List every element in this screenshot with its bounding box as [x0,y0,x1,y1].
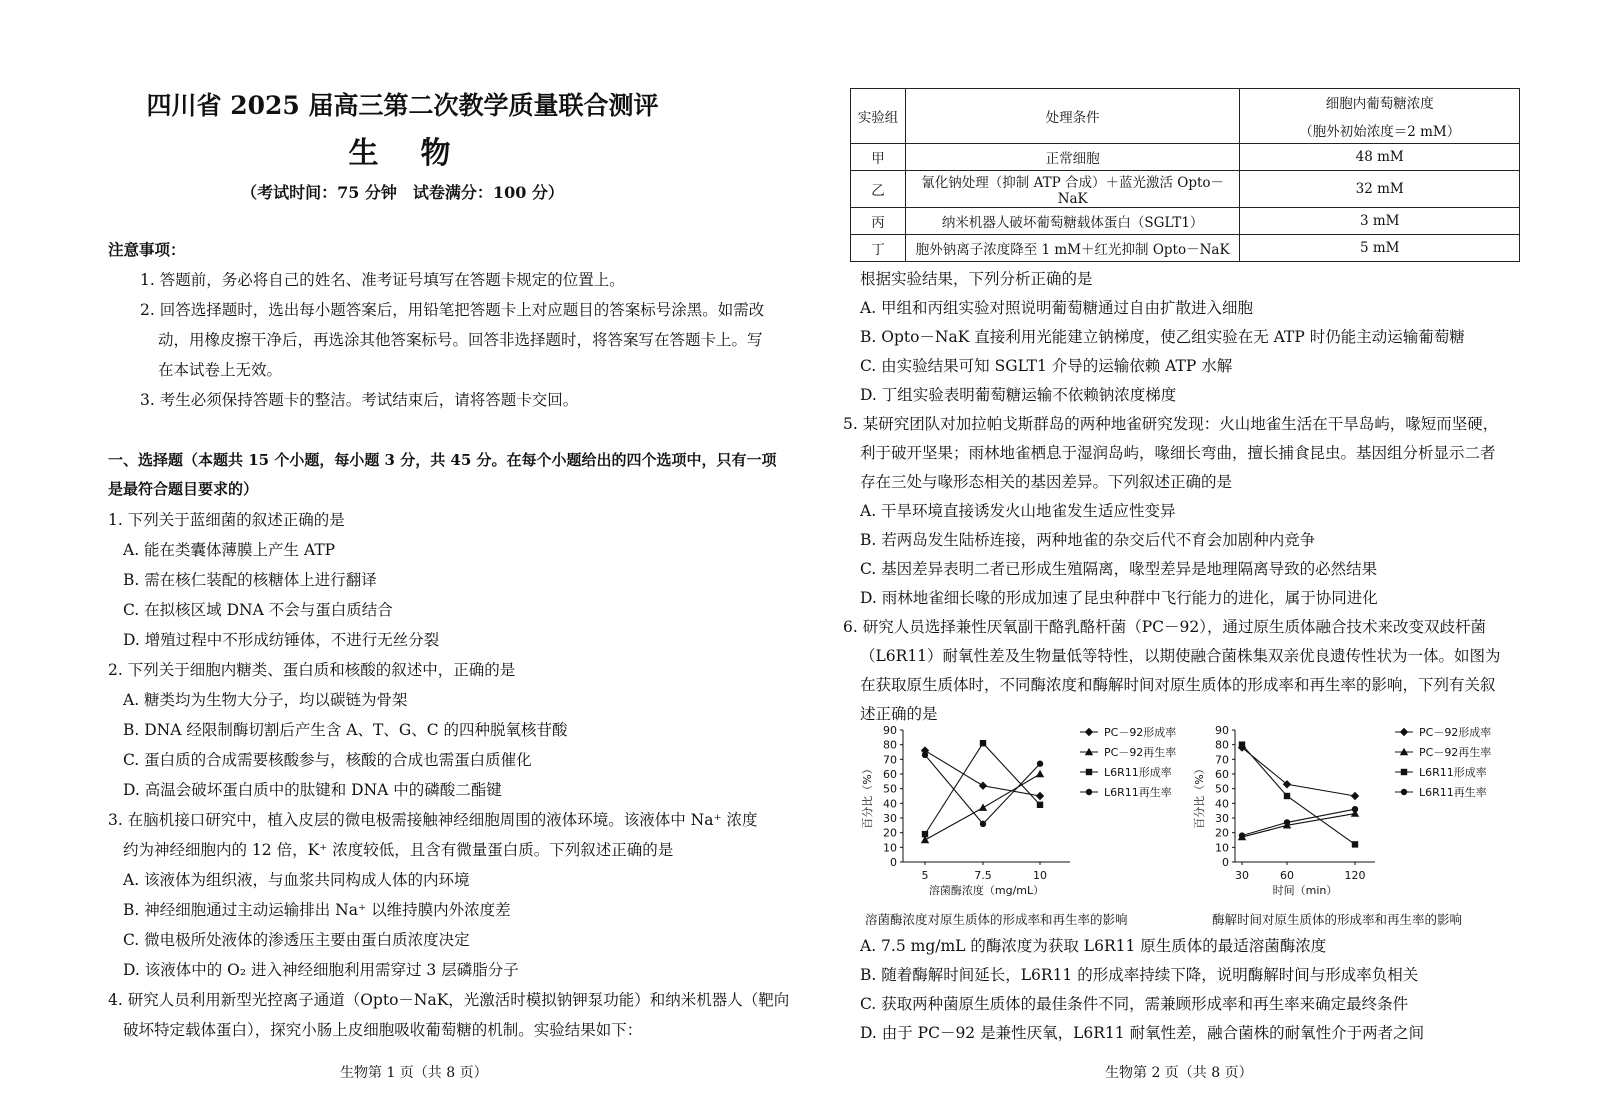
notice-line: 动，用橡皮擦干净后，再选涂其他答案标号。回答非选择题时，将答案写在答题卡上。写 [158,331,763,349]
notice-line: 3. 考生必须保持答题卡的整洁。考试结束后，请将答题卡交回。 [140,391,579,409]
legend-label: L6R11形成率 [1104,766,1172,779]
legend-item [1395,725,1491,739]
page-footer: 生物第 1 页（共 8 页） [340,1065,488,1081]
y-tick-label: 70 [883,753,897,767]
x-axis-label: 时间（min） [1272,884,1338,897]
y-tick-label: 90 [1215,724,1229,737]
legend-label: PC－92再生率 [1419,746,1492,759]
notice-line: 2. 回答选择题时，选出每小题答案后，用铅笔把答题卡上对应题目的答案标号涂黑。如需改 [140,301,765,319]
enzyme-concentration-chart [845,722,1185,897]
data-point [1036,792,1044,800]
y-tick-label: 50 [883,782,897,796]
table-header-line: 细胞内葡萄糖浓度 [1325,96,1434,112]
question-stem: 约为神经细胞内的 12 倍，K⁺ 浓度较低，且含有微量蛋白质。下列叙述正确的是 [123,841,674,859]
question-stem: 述正确的是 [860,705,938,723]
answer-option: D. 该液体中的 O₂ 进入神经细胞利用需穿过 3 层磷脂分子 [123,961,519,979]
data-point [1352,841,1358,847]
legend-item [1080,765,1172,779]
table-row [851,235,1520,262]
y-tick-label: 60 [883,768,897,781]
answer-option: B. 随着酶解时间延长，L6R11 的形成率持续下降，说明酶解时间与形成率负相关 [860,966,1419,984]
data-point [1239,741,1245,747]
y-tick-label: 10 [883,841,897,855]
answer-option: A. 能在类囊体薄膜上产生 ATP [123,541,336,559]
legend-item [1080,725,1176,739]
answer-option: C. 在拟核区域 DNA 不会与蛋白质结合 [123,601,393,619]
answer-option: C. 获取两种菌原生质体的最佳条件不同，需兼顾形成率和再生率来确定最终条件 [860,995,1409,1013]
data-point [1086,789,1092,795]
table-header-line: （胞外初始浓度＝2 mM） [1299,124,1461,140]
table-header [1240,89,1520,144]
question-stem: 破坏特定载体蛋白），探究小肠上皮细胞吸收葡萄糖的机制。实验结果如下： [123,1021,643,1039]
series-line [1242,814,1355,837]
data-series [921,770,1044,843]
y-tick-label: 80 [1215,738,1229,752]
answer-option: B. 需在核仁装配的核糖体上进行翻译 [123,571,377,589]
question-stem: 在获取原生质体时，不同酶浓度和酶解时间对原生质体的形成率和再生率的影响，下列有关叙 [860,676,1496,694]
data-point [1037,802,1043,808]
legend-item [1395,765,1487,779]
data-point [1401,789,1407,795]
table-header: 实验组 [851,89,906,144]
answer-option: B. 若两岛发生陆桥连接，两种地雀的杂交后代不育会加剧种内竞争 [860,531,1316,549]
data-point [1284,793,1290,799]
chart-caption: 酶解时间对原生质体的形成率和再生率的影响 [1212,912,1463,927]
notice-heading: 注意事项： [108,240,186,259]
legend-label: L6R11再生率 [1419,786,1487,799]
series-line [1242,809,1355,835]
exam-info: （考试时间：75 分钟 试卷满分：100 分） [241,183,564,202]
legend-item [1080,745,1176,759]
answer-option: D. 高温会破坏蛋白质中的肽键和 DNA 中的磷酸二酯键 [123,781,502,799]
x-tick-label: 5 [921,869,929,882]
answer-option: A. 糖类均为生物大分子，均以碳链为骨架 [123,691,408,709]
y-tick-label: 0 [890,856,897,869]
subject-title: 生 物 [348,136,457,171]
x-tick-label: 30 [1235,869,1249,882]
data-point [979,782,987,790]
legend-label: L6R11再生率 [1104,786,1172,799]
y-tick-label: 30 [1215,812,1229,825]
data-point [1239,832,1245,838]
data-point [1400,728,1408,736]
data-point [1086,769,1092,775]
y-tick-label: 0 [1222,856,1229,869]
answer-option: A. 该液体为组织液，与血浆共同构成人体的内环境 [123,871,470,889]
answer-option: D. 增殖过程中不形成纺锤体，不进行无丝分裂 [123,631,440,649]
y-tick-label: 50 [1215,782,1229,796]
y-axis-label: 百分比（%） [1193,763,1206,829]
table-header-row [851,89,1520,144]
experiment-table [850,88,1520,262]
answer-option: B. Opto－NaK 直接利用光能建立钠梯度，使乙组实验在无 ATP 时仍能主动运输葡萄糖 [860,328,1465,346]
data-point [1036,770,1044,777]
answer-option: C. 微电极所处液体的渗透压主要由蛋白质浓度决定 [123,931,470,949]
x-tick-label: 7.5 [974,869,992,882]
data-point [1037,761,1043,767]
table-cell: 甲 [851,144,906,171]
data-point [1085,728,1093,736]
answer-option: A. 7.5 mg/mL 的酶浓度为获取 L6R11 原生质体的最适溶菌酶浓度 [860,937,1327,955]
data-point [1352,806,1358,812]
table-cell: 32 mM [1240,171,1520,208]
table-cell: 丁 [851,235,906,262]
data-point [1401,769,1407,775]
y-tick-label: 20 [1215,826,1229,840]
data-point [1351,792,1359,800]
data-point [979,804,987,811]
question-stem: 5. 某研究团队对加拉帕戈斯群岛的两种地雀研究发现：火山地雀生活在干旱岛屿，喙短而坚硬， [843,415,1499,433]
question-stem: 4. 研究人员利用新型光控离子通道（Opto－NaK，光激活时模拟钠钾泵功能）和纳米机器人（靶向 [108,991,790,1009]
data-point [922,831,928,837]
data-point [922,752,928,758]
section-heading: 是最符合题目要求的） [108,480,259,498]
answer-option: D. 雨林地雀细长喙的形成加速了昆虫种群中飞行能力的进化，属于协同进化 [860,589,1378,607]
exam-title: 四川省 2025 届高三第二次教学质量联合测评 [146,91,659,120]
page-footer: 生物第 2 页（共 8 页） [1105,1065,1253,1081]
y-tick-label: 40 [883,797,897,811]
table-cell: 乙 [851,171,906,208]
y-tick-label: 80 [883,738,897,752]
x-tick-label: 10 [1033,869,1047,882]
table-cell: 48 mM [1240,144,1520,171]
data-point [1284,819,1290,825]
table-header: 处理条件 [905,89,1240,144]
table-cell: 丙 [851,208,906,235]
answer-option: D. 丁组实验表明葡萄糖运输不依赖钠浓度梯度 [860,386,1177,404]
answer-option: A. 甲组和丙组实验对照说明葡萄糖通过自由扩散进入细胞 [860,299,1254,317]
data-series [1238,743,1359,800]
series-line [1242,745,1355,845]
question-stem: 存在三处与喙形态相关的基因差异。下列叙述正确的是 [860,473,1233,491]
legend-item [1395,785,1487,799]
answer-option: C. 基因差异表明二者已形成生殖隔离，喙型差异是地理隔离导致的必然结果 [860,560,1378,578]
data-point [980,821,986,827]
question-stem: 1. 下列关于蓝细菌的叙述正确的是 [108,511,345,529]
table-cell: 5 mM [1240,235,1520,262]
notice-line: 在本试卷上无效。 [158,361,283,379]
notice-line: 1. 答题前，务必将自己的姓名、准考证号填写在答题卡规定的位置上。 [140,271,625,289]
table-cell: 3 mM [1240,208,1520,235]
legend-label: PC－92形成率 [1419,726,1492,739]
y-tick-label: 70 [1215,753,1229,767]
question-stem: 6. 研究人员选择兼性厌氧副干酪乳酪杆菌（PC－92），通过原生质体融合技术来改变双歧杆菌 [843,618,1486,636]
x-axis-label: 溶菌酶浓度（mg/mL） [928,884,1045,897]
answer-option: B. DNA 经限制酶切割后产生含 A、T、G、C 的四种脱氧核苷酸 [123,721,568,739]
legend-label: PC－92形成率 [1104,726,1177,739]
legend-item [1395,745,1491,759]
x-tick-label: 120 [1344,869,1366,882]
y-tick-label: 60 [1215,768,1229,781]
enzymolysis-time-chart [1190,722,1550,897]
exam-page-2 [805,0,1610,1119]
question-stem: 3. 在脑机接口研究中，植入皮层的微电极需接触神经细胞周围的液体环境。该液体中 Na⁺ 浓度 [108,811,758,829]
table-cell: 纳米机器人破坏葡萄糖载体蛋白（SGLT1） [905,208,1240,235]
answer-option: B. 神经细胞通过主动运输排出 Na⁺ 以维持膜内外浓度差 [123,901,511,919]
legend-item [1080,785,1172,799]
y-axis-label: 百分比（%） [861,763,874,829]
y-tick-label: 30 [883,812,897,825]
table-cell: 胞外钠离子浓度降至 1 mM＋红光抑制 Opto－NaK [905,235,1240,262]
table-row [851,208,1520,235]
y-tick-label: 90 [883,724,897,737]
x-tick-label: 60 [1280,869,1294,882]
table-row [851,171,1520,208]
data-series [921,746,1044,800]
question-stem: 利于破开坚果；雨林地雀栖息于湿润岛屿，喙细长弯曲，擅长捕食昆虫。基因组分析显示二者 [860,444,1496,462]
answer-option: D. 由于 PC－92 是兼性厌氧，L6R11 耐氧性差，融合菌株的耐氧性介于两者之间 [860,1024,1425,1042]
table-cell: 氰化钠处理（抑制 ATP 合成）＋蓝光激活 Opto－NaK [905,171,1240,208]
y-tick-label: 40 [1215,797,1229,811]
legend-label: L6R11形成率 [1419,766,1487,779]
table-cell: 正常细胞 [905,144,1240,171]
answer-option: A. 干旱环境直接诱发火山地雀发生适应性变异 [860,502,1176,520]
answer-option: C. 由实验结果可知 SGLT1 介导的运输依赖 ATP 水解 [860,357,1233,375]
table-row [851,144,1520,171]
y-tick-label: 10 [1215,841,1229,855]
section-heading: 一、选择题（本题共 15 个小题，每小题 3 分，共 45 分。在每个小题给出的四个选项中，只有一项 [108,451,777,469]
legend-label: PC－92再生率 [1104,746,1177,759]
chart-caption: 溶菌酶浓度对原生质体的形成率和再生率的影响 [865,912,1128,927]
question-stem: 2. 下列关于细胞内糖类、蛋白质和核酸的叙述中，正确的是 [108,661,516,679]
question-stem: 根据实验结果，下列分析正确的是 [860,270,1093,288]
data-series [1238,809,1359,840]
series-line [1242,748,1355,796]
data-point [980,740,986,746]
question-stem: （L6R11）耐氧性差及生物量低等特性，以期使融合菌株集双亲优良遗传性状为一体。如图为 [860,647,1501,665]
answer-option: C. 蛋白质的合成需要核酸参与，核酸的合成也需蛋白质催化 [123,751,532,769]
y-tick-label: 20 [883,826,897,840]
